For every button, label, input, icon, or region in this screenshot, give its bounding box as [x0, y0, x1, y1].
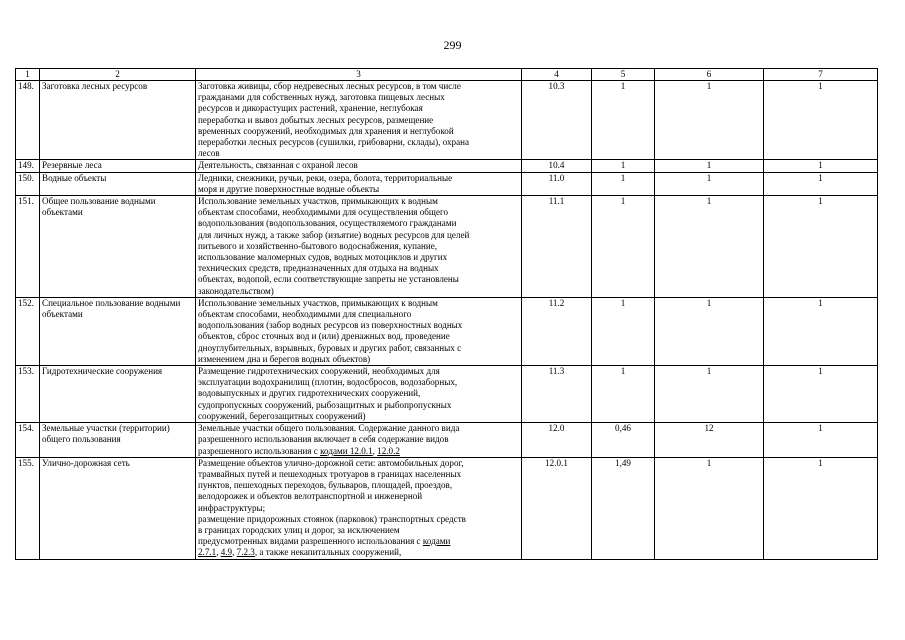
description-line: объектам способами, необходимыми для специального [198, 309, 412, 320]
row-number: 152. [16, 297, 40, 365]
row-col7: 1 [764, 457, 878, 559]
table-row [16, 423, 878, 458]
row-code: 11.0 [522, 172, 592, 195]
header-cell: 2 [40, 69, 196, 81]
code-link[interactable]: 4.9 [220, 547, 233, 558]
description-line: объектам способами, необходимыми для осуществления общего [198, 207, 449, 218]
row-number: 155. [16, 457, 40, 559]
description-line: временных сооружений, необходимых для хранения и неглубокой [198, 125, 454, 136]
description-line: изменением дна и берегов водных объектов) [198, 353, 371, 364]
header-cell: 7 [764, 69, 878, 81]
header-cell: 4 [522, 69, 592, 81]
description-line: Земельные участки общего пользования. Содержание данного вида [198, 423, 460, 434]
row-name: Резервные леса [40, 160, 196, 172]
row-col6: 1 [655, 457, 764, 559]
row-col5: 1,49 [592, 457, 655, 559]
separator: , [216, 547, 221, 558]
description-line: в границах городских улиц и дорог, за исключением [198, 524, 400, 535]
row-col7: 1 [764, 196, 878, 298]
row-description [196, 297, 522, 365]
header-row [16, 69, 878, 81]
description-line: Деятельность, связанная с охраной лесов [198, 160, 358, 171]
description-line [198, 446, 519, 457]
row-col6: 1 [655, 81, 764, 160]
description-line: законодательством) [198, 285, 274, 296]
header-cell: 6 [655, 69, 764, 81]
row-col6: 1 [655, 160, 764, 172]
description-line: инфраструктуры; [198, 502, 266, 513]
row-col7: 1 [764, 423, 878, 458]
description-line: переработки лесных ресурсов (сушилки, грибоварни, склады), охрана [198, 137, 470, 148]
description-line: технических средств, предназначенных для отдыха на водных [198, 263, 439, 274]
table-row [16, 160, 878, 172]
row-number: 148. [16, 81, 40, 160]
description-line: Размещение гидротехнических сооружений, необходимых для [198, 366, 440, 377]
row-col7: 1 [764, 160, 878, 172]
row-name: Гидротехнические сооружения [40, 366, 196, 423]
header-cell: 3 [196, 69, 522, 81]
row-col7: 1 [764, 366, 878, 423]
row-code: 12.0 [522, 423, 592, 458]
description-line: использование маломерных судов, водных мотоциклов и других [198, 252, 448, 263]
header-cell: 1 [16, 69, 40, 81]
description-line: объектов, сброс сточных вод и (или) дренажных вод, проведение [198, 331, 450, 342]
row-col5: 1 [592, 196, 655, 298]
row-code: 10.3 [522, 81, 592, 160]
row-description [196, 423, 522, 458]
row-name: Земельные участки (территории) общего пользования [40, 423, 196, 458]
row-name: Общее пользование водными объектами [40, 196, 196, 298]
page-number: 299 [443, 38, 462, 52]
row-col7: 1 [764, 297, 878, 365]
description-line: питьевого и хозяйственно-бытового водоснабжения, купание, [198, 240, 438, 251]
description-line: гражданами для собственных нужд, заготовка пищевых лесных [198, 92, 445, 103]
description-text: , а также некапитальных сооружений, [254, 547, 402, 558]
code-link[interactable]: 7.2.3 [236, 547, 255, 558]
description-line: ресурсов и дикорастущих растений, хранение, неглубокая [198, 103, 423, 114]
row-description [196, 457, 522, 559]
row-col5: 0,46 [592, 423, 655, 458]
description-line: судопропускных сооружений, рыбозащитных и рыбопропускных [198, 399, 452, 410]
row-col5: 1 [592, 366, 655, 423]
description-line: моря и другие поверхностные водные объекты [198, 183, 380, 194]
description-line: велодорожек и объектов велотранспортной и инженерной [198, 491, 423, 502]
row-col5: 1 [592, 297, 655, 365]
description-line: для личных нужд, а также забор (изъятие) водных ресурсов для целей [198, 229, 470, 240]
description-line: Ледники, снежники, ручьи, реки, озера, болота, территориальные [198, 172, 453, 183]
row-description [196, 172, 522, 195]
header-cell: 5 [592, 69, 655, 81]
code-link[interactable]: 12.0.2 [377, 445, 400, 456]
row-col5: 1 [592, 160, 655, 172]
row-number: 154. [16, 423, 40, 458]
table-row [16, 457, 878, 559]
table-row [16, 196, 878, 298]
separator: , [232, 547, 237, 558]
description-line [198, 547, 519, 558]
row-code: 11.3 [522, 366, 592, 423]
row-name: Улично-дорожная сеть [40, 457, 196, 559]
land-use-table [15, 68, 878, 560]
row-description [196, 81, 522, 160]
table-row [16, 81, 878, 160]
table-row [16, 366, 878, 423]
description-line: разрешенного использования включает в себя содержание видов [198, 434, 449, 445]
row-name: Водные объекты [40, 172, 196, 195]
row-code: 11.1 [522, 196, 592, 298]
row-description [196, 366, 522, 423]
row-number: 151. [16, 196, 40, 298]
row-number: 150. [16, 172, 40, 195]
description-line: Использование земельных участков, примыкающих к водным [198, 297, 438, 308]
row-col6: 1 [655, 196, 764, 298]
description-line: объектах, водопой, если соответствующие запреты не установлены [198, 274, 459, 285]
row-description [196, 160, 522, 172]
row-col6: 1 [655, 366, 764, 423]
row-code: 12.0.1 [522, 457, 592, 559]
row-name: Специальное пользование водными объектами [40, 297, 196, 365]
row-code: 11.2 [522, 297, 592, 365]
row-description [196, 196, 522, 298]
separator: , [372, 445, 378, 456]
row-number: 153. [16, 366, 40, 423]
description-line: пунктов, пешеходных переходов, бульваров, площадей, проездов, [198, 480, 453, 491]
row-col6: 1 [655, 297, 764, 365]
description-line: Размещение объектов улично-дорожной сети: автомобильных дорог, [198, 457, 464, 468]
description-line: эксплуатации водохранилищ (плотин, водосбросов, водозаборных, [198, 377, 458, 388]
row-col7: 1 [764, 172, 878, 195]
code-link[interactable]: кодами [422, 536, 451, 547]
row-col6: 1 [655, 172, 764, 195]
code-link[interactable]: 2.7.1 [198, 547, 217, 558]
row-col5: 1 [592, 81, 655, 160]
description-text: предусмотренных видами разрешенного использования с [198, 536, 423, 547]
description-line [198, 536, 519, 547]
row-col7: 1 [764, 81, 878, 160]
description-line: переработка и вывоз добытых лесных ресурсов, размещение [198, 114, 434, 125]
table-row [16, 297, 878, 365]
description-line: сооружений, берегозащитных сооружений) [198, 410, 366, 421]
description-line: водовыпускных и других гидротехнических сооружений, [198, 388, 421, 399]
row-col5: 1 [592, 172, 655, 195]
description-line: трамвайных путей и пешеходных тротуаров в границах населенных [198, 468, 462, 479]
description-line: водопользования (забор водных ресурсов из поверхностных водных [198, 320, 463, 331]
description-line: дноуглубительных, взрывных, буровых и других работ, связанных с [198, 342, 462, 353]
description-line: водопользования (водопользования, осуществляемого гражданами [198, 218, 457, 229]
row-number: 149. [16, 160, 40, 172]
table-row [16, 172, 878, 195]
description-line: лесов [198, 148, 220, 159]
description-line: Использование земельных участков, примыкающих к водным [198, 196, 438, 207]
description-line: размещение придорожных стоянок (парковок) транспортных средств [198, 513, 466, 524]
description-text: разрешенного использования с [198, 445, 321, 456]
row-code: 10.4 [522, 160, 592, 172]
row-name: Заготовка лесных ресурсов [40, 81, 196, 160]
row-col6: 12 [655, 423, 764, 458]
code-link[interactable]: кодами 12.0.1 [320, 445, 373, 456]
description-line: Заготовка живицы, сбор недревесных лесных ресурсов, в том числе [198, 81, 461, 91]
